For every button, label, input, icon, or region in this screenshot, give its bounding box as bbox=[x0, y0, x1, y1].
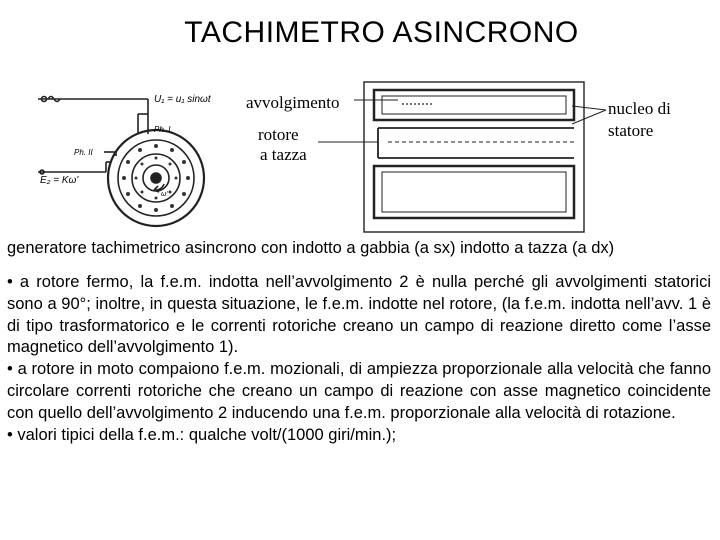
bullet-item: • a rotore in moto compaiono f.e.m. mozionali, di ampiezza proporzionale alla velocità che fanno circolare correnti rotoriche che creano un campo di reazione con asse magnetico coincidente con quello dell’avvolgimento 2 inducendo una f.e.m. proporzionale alla velocità di rotazione. bbox=[7, 360, 711, 422]
page-title: TACHIMETRO ASINCRONO bbox=[184, 16, 579, 49]
figure-caption: generatore tachimetrico asincrono con indotto a gabbia (a sx) indotto a tazza (a dx) bbox=[7, 239, 615, 257]
avvolgimento-label: avvolgimento bbox=[246, 93, 340, 112]
bullet-list bbox=[7, 272, 711, 446]
ph1-label: Ph. I bbox=[154, 125, 171, 134]
ph2-label: Ph. II bbox=[74, 148, 93, 157]
bullet-item: • valori tipici della f.e.m.: qualche volt/(1000 giri/min.); bbox=[7, 425, 397, 444]
nucleo-di-label: nucleo di bbox=[608, 99, 671, 118]
u1-label: U₁ = u₁ sinωt bbox=[154, 94, 211, 105]
omega-label: ω' bbox=[161, 191, 168, 198]
e2-label: E₂ = Kω' bbox=[40, 175, 79, 186]
bullet-item: • a rotore fermo, la f.e.m. indotta nell’avvolgimento 2 è nulla perché gli avvolgimenti statorici sono a 90°; inoltre, in questa situazione, le f.e.m. indotte nel rotore, (la f.e.m. indotta nell’avv. 1 è di tipo trasformatorico e le correnti rotoriche creano un campo di reazione diretto come l’asse magnetico dell’avvolgimento 1). bbox=[7, 273, 711, 357]
cup-rotor-diagram bbox=[238, 68, 688, 234]
rotore-label: rotore bbox=[258, 125, 299, 144]
statore-label: statore bbox=[608, 121, 654, 140]
cage-tachometer-diagram bbox=[30, 84, 252, 232]
a-tazza-label: a tazza bbox=[260, 145, 307, 164]
